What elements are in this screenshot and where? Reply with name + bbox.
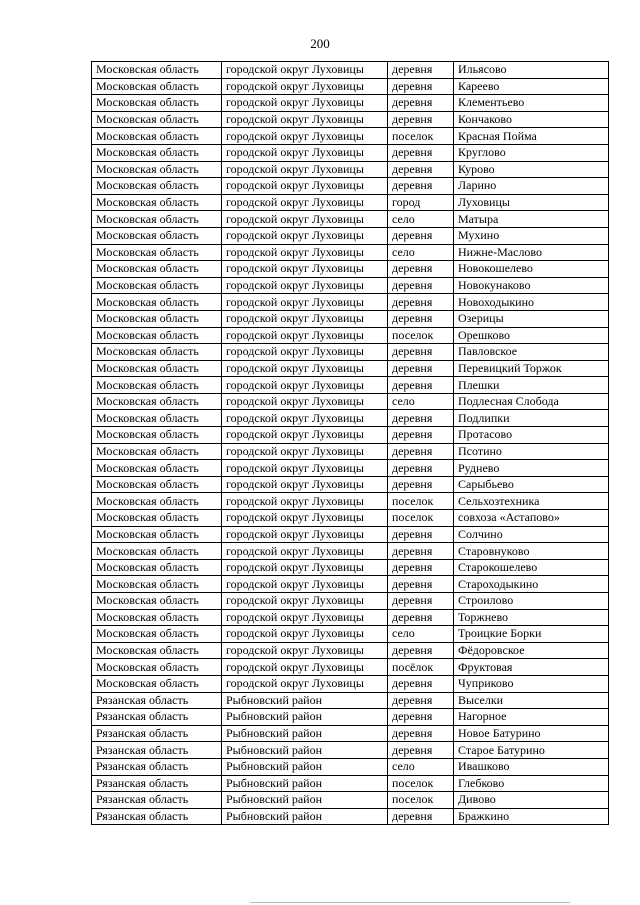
- region-cell: Московская область: [92, 144, 222, 161]
- table-row: [92, 211, 609, 228]
- district-cell: городской округ Луховицы: [222, 327, 388, 344]
- region-cell: Московская область: [92, 261, 222, 278]
- district-cell: городской округ Луховицы: [222, 609, 388, 626]
- district-cell: городской округ Луховицы: [222, 510, 388, 527]
- region-cell: Московская область: [92, 609, 222, 626]
- district-cell: городской округ Луховицы: [222, 642, 388, 659]
- settlement-name-cell: Глебково: [454, 775, 609, 792]
- settlement-type-cell: деревня: [388, 178, 454, 195]
- settlement-name-cell: Клементьево: [454, 95, 609, 112]
- region-cell: Московская область: [92, 427, 222, 444]
- region-cell: Московская область: [92, 675, 222, 692]
- district-cell: Рыбновский район: [222, 758, 388, 775]
- settlement-name-cell: Новокунаково: [454, 277, 609, 294]
- settlement-type-cell: деревня: [388, 95, 454, 112]
- scan-artifact-line: [250, 902, 570, 903]
- district-cell: городской округ Луховицы: [222, 410, 388, 427]
- region-cell: Московская область: [92, 377, 222, 394]
- settlement-type-cell: поселок: [388, 493, 454, 510]
- district-cell: городской округ Луховицы: [222, 144, 388, 161]
- settlement-name-cell: Ильясово: [454, 62, 609, 79]
- settlement-type-cell: деревня: [388, 227, 454, 244]
- region-cell: Рязанская область: [92, 709, 222, 726]
- table-row: [92, 410, 609, 427]
- district-cell: городской округ Луховицы: [222, 227, 388, 244]
- settlement-name-cell: Сельхозтехника: [454, 493, 609, 510]
- district-cell: городской округ Луховицы: [222, 659, 388, 676]
- region-cell: Московская область: [92, 360, 222, 377]
- settlement-type-cell: село: [388, 626, 454, 643]
- table-row: [92, 161, 609, 178]
- table-row: [92, 344, 609, 361]
- settlement-type-cell: деревня: [388, 692, 454, 709]
- settlement-name-cell: Луховицы: [454, 194, 609, 211]
- settlement-name-cell: Плешки: [454, 377, 609, 394]
- table-row: [92, 327, 609, 344]
- table-row: [92, 725, 609, 742]
- settlement-type-cell: деревня: [388, 261, 454, 278]
- district-cell: городской округ Луховицы: [222, 194, 388, 211]
- settlement-name-cell: Фруктовая: [454, 659, 609, 676]
- region-cell: Московская область: [92, 493, 222, 510]
- table-row: [92, 62, 609, 79]
- district-cell: городской округ Луховицы: [222, 559, 388, 576]
- settlement-type-cell: деревня: [388, 609, 454, 626]
- region-cell: Рязанская область: [92, 692, 222, 709]
- settlement-type-cell: деревня: [388, 344, 454, 361]
- region-cell: Московская область: [92, 393, 222, 410]
- settlement-type-cell: поселок: [388, 128, 454, 145]
- table-row: [92, 310, 609, 327]
- district-cell: Рыбновский район: [222, 792, 388, 809]
- table-row: [92, 626, 609, 643]
- settlement-name-cell: Озерицы: [454, 310, 609, 327]
- district-cell: городской округ Луховицы: [222, 178, 388, 195]
- table-row: [92, 808, 609, 825]
- settlement-type-cell: деревня: [388, 476, 454, 493]
- table-body: [92, 62, 609, 825]
- district-cell: городской округ Луховицы: [222, 393, 388, 410]
- settlement-type-cell: деревня: [388, 526, 454, 543]
- settlement-name-cell: Старокошелево: [454, 559, 609, 576]
- table-row: [92, 543, 609, 560]
- district-cell: городской округ Луховицы: [222, 360, 388, 377]
- settlement-type-cell: деревня: [388, 62, 454, 79]
- table-row: [92, 576, 609, 593]
- region-cell: Московская область: [92, 194, 222, 211]
- settlement-name-cell: Нижне-Маслово: [454, 244, 609, 261]
- district-cell: городской округ Луховицы: [222, 427, 388, 444]
- region-cell: Московская область: [92, 178, 222, 195]
- settlement-type-cell: деревня: [388, 161, 454, 178]
- settlement-type-cell: деревня: [388, 742, 454, 759]
- table-row: [92, 128, 609, 145]
- region-cell: Московская область: [92, 659, 222, 676]
- region-cell: Московская область: [92, 543, 222, 560]
- settlement-name-cell: Ларино: [454, 178, 609, 195]
- region-cell: Рязанская область: [92, 742, 222, 759]
- district-cell: городской округ Луховицы: [222, 78, 388, 95]
- district-cell: городской округ Луховицы: [222, 460, 388, 477]
- settlement-type-cell: посёлок: [388, 659, 454, 676]
- region-cell: Московская область: [92, 227, 222, 244]
- settlement-name-cell: Строилово: [454, 593, 609, 610]
- table-row: [92, 675, 609, 692]
- district-cell: городской округ Луховицы: [222, 443, 388, 460]
- settlement-type-cell: деревня: [388, 675, 454, 692]
- table-row: [92, 194, 609, 211]
- region-cell: Московская область: [92, 244, 222, 261]
- settlement-type-cell: деревня: [388, 78, 454, 95]
- settlement-name-cell: Подлесная Слобода: [454, 393, 609, 410]
- district-cell: Рыбновский район: [222, 725, 388, 742]
- table-row: [92, 692, 609, 709]
- region-cell: Московская область: [92, 111, 222, 128]
- table-row: [92, 792, 609, 809]
- district-cell: городской округ Луховицы: [222, 244, 388, 261]
- settlement-type-cell: деревня: [388, 310, 454, 327]
- table-row: [92, 227, 609, 244]
- table-row: [92, 443, 609, 460]
- settlement-name-cell: Мухино: [454, 227, 609, 244]
- district-cell: Рыбновский район: [222, 742, 388, 759]
- district-cell: городской округ Луховицы: [222, 626, 388, 643]
- table-row: [92, 642, 609, 659]
- region-cell: Московская область: [92, 642, 222, 659]
- settlement-type-cell: деревня: [388, 443, 454, 460]
- settlement-name-cell: Протасово: [454, 427, 609, 444]
- region-cell: Московская область: [92, 310, 222, 327]
- settlement-type-cell: деревня: [388, 709, 454, 726]
- settlement-name-cell: Псотино: [454, 443, 609, 460]
- district-cell: городской округ Луховицы: [222, 377, 388, 394]
- table-row: [92, 775, 609, 792]
- settlement-name-cell: Старовнуково: [454, 543, 609, 560]
- settlement-type-cell: село: [388, 393, 454, 410]
- district-cell: Рыбновский район: [222, 709, 388, 726]
- settlement-type-cell: деревня: [388, 360, 454, 377]
- region-cell: Московская область: [92, 78, 222, 95]
- district-cell: городской округ Луховицы: [222, 111, 388, 128]
- region-cell: Московская область: [92, 277, 222, 294]
- district-cell: городской округ Луховицы: [222, 476, 388, 493]
- settlement-type-cell: деревня: [388, 460, 454, 477]
- region-cell: Рязанская область: [92, 792, 222, 809]
- district-cell: городской округ Луховицы: [222, 294, 388, 311]
- district-cell: городской округ Луховицы: [222, 310, 388, 327]
- settlement-name-cell: Троицкие Борки: [454, 626, 609, 643]
- region-cell: Московская область: [92, 460, 222, 477]
- district-cell: городской округ Луховицы: [222, 593, 388, 610]
- settlement-name-cell: Сарыбьево: [454, 476, 609, 493]
- district-cell: Рыбновский район: [222, 775, 388, 792]
- settlement-name-cell: Выселки: [454, 692, 609, 709]
- settlement-type-cell: деревня: [388, 277, 454, 294]
- settlement-type-cell: поселок: [388, 792, 454, 809]
- table-row: [92, 377, 609, 394]
- region-cell: Московская область: [92, 593, 222, 610]
- table-row: [92, 609, 609, 626]
- table-row: [92, 427, 609, 444]
- table-row: [92, 277, 609, 294]
- region-cell: Московская область: [92, 327, 222, 344]
- table-row: [92, 742, 609, 759]
- settlement-name-cell: Подлипки: [454, 410, 609, 427]
- region-cell: Московская область: [92, 510, 222, 527]
- district-cell: городской округ Луховицы: [222, 675, 388, 692]
- district-cell: городской округ Луховицы: [222, 161, 388, 178]
- settlement-type-cell: деревня: [388, 808, 454, 825]
- region-cell: Московская область: [92, 443, 222, 460]
- settlement-name-cell: совхоза «Астапово»: [454, 510, 609, 527]
- region-cell: Московская область: [92, 576, 222, 593]
- settlement-type-cell: деревня: [388, 377, 454, 394]
- settlement-name-cell: Бражкино: [454, 808, 609, 825]
- district-cell: городской округ Луховицы: [222, 493, 388, 510]
- settlement-name-cell: Красная Пойма: [454, 128, 609, 145]
- settlement-type-cell: поселок: [388, 775, 454, 792]
- region-cell: Московская область: [92, 211, 222, 228]
- page-number: 200: [310, 36, 330, 51]
- region-cell: Рязанская область: [92, 725, 222, 742]
- settlement-name-cell: Чуприково: [454, 675, 609, 692]
- region-cell: Рязанская область: [92, 758, 222, 775]
- settlement-type-cell: село: [388, 211, 454, 228]
- settlement-name-cell: Новокошелево: [454, 261, 609, 278]
- table-row: [92, 111, 609, 128]
- settlement-type-cell: деревня: [388, 725, 454, 742]
- settlement-type-cell: деревня: [388, 593, 454, 610]
- region-cell: Московская область: [92, 62, 222, 79]
- region-cell: Московская область: [92, 526, 222, 543]
- district-cell: городской округ Луховицы: [222, 128, 388, 145]
- table-row: [92, 178, 609, 195]
- settlement-type-cell: деревня: [388, 427, 454, 444]
- region-cell: Московская область: [92, 410, 222, 427]
- region-cell: Рязанская область: [92, 775, 222, 792]
- settlement-name-cell: Новоходыкино: [454, 294, 609, 311]
- region-cell: Московская область: [92, 294, 222, 311]
- region-cell: Рязанская область: [92, 808, 222, 825]
- settlement-type-cell: деревня: [388, 294, 454, 311]
- table-row: [92, 294, 609, 311]
- region-cell: Московская область: [92, 128, 222, 145]
- settlement-type-cell: город: [388, 194, 454, 211]
- settlement-type-cell: деревня: [388, 111, 454, 128]
- settlement-name-cell: Нагорное: [454, 709, 609, 726]
- settlement-type-cell: деревня: [388, 410, 454, 427]
- table-row: [92, 510, 609, 527]
- settlement-type-cell: село: [388, 758, 454, 775]
- settlement-name-cell: Дивово: [454, 792, 609, 809]
- settlement-type-cell: деревня: [388, 144, 454, 161]
- district-cell: городской округ Луховицы: [222, 543, 388, 560]
- settlement-name-cell: Фёдоровское: [454, 642, 609, 659]
- settlements-table: [91, 61, 609, 825]
- region-cell: Московская область: [92, 626, 222, 643]
- settlement-name-cell: Кончаково: [454, 111, 609, 128]
- table-row: [92, 144, 609, 161]
- settlement-name-cell: Торжнево: [454, 609, 609, 626]
- district-cell: городской округ Луховицы: [222, 211, 388, 228]
- district-cell: городской округ Луховицы: [222, 576, 388, 593]
- district-cell: городской округ Луховицы: [222, 95, 388, 112]
- settlement-type-cell: село: [388, 244, 454, 261]
- district-cell: городской округ Луховицы: [222, 277, 388, 294]
- settlement-name-cell: Матыра: [454, 211, 609, 228]
- table-row: [92, 460, 609, 477]
- settlement-type-cell: деревня: [388, 642, 454, 659]
- table-row: [92, 526, 609, 543]
- table-row: [92, 593, 609, 610]
- table-row: [92, 659, 609, 676]
- region-cell: Московская область: [92, 344, 222, 361]
- district-cell: Рыбновский район: [222, 692, 388, 709]
- settlement-type-cell: деревня: [388, 543, 454, 560]
- table-row: [92, 758, 609, 775]
- district-cell: городской округ Луховицы: [222, 526, 388, 543]
- settlement-name-cell: Кареево: [454, 78, 609, 95]
- district-cell: городской округ Луховицы: [222, 344, 388, 361]
- table-row: [92, 360, 609, 377]
- table-row: [92, 261, 609, 278]
- table-row: [92, 95, 609, 112]
- settlement-name-cell: Круглово: [454, 144, 609, 161]
- settlement-type-cell: поселок: [388, 510, 454, 527]
- region-cell: Московская область: [92, 476, 222, 493]
- table-row: [92, 559, 609, 576]
- settlement-name-cell: Староходыкино: [454, 576, 609, 593]
- settlement-name-cell: Павловское: [454, 344, 609, 361]
- settlement-name-cell: Руднево: [454, 460, 609, 477]
- settlement-name-cell: Перевицкий Торжок: [454, 360, 609, 377]
- district-cell: городской округ Луховицы: [222, 261, 388, 278]
- settlement-name-cell: Ивашково: [454, 758, 609, 775]
- settlement-name-cell: Новое Батурино: [454, 725, 609, 742]
- settlement-type-cell: деревня: [388, 559, 454, 576]
- settlement-type-cell: деревня: [388, 576, 454, 593]
- settlement-name-cell: Солчино: [454, 526, 609, 543]
- table-row: [92, 393, 609, 410]
- settlement-name-cell: Орешково: [454, 327, 609, 344]
- table-row: [92, 244, 609, 261]
- region-cell: Московская область: [92, 559, 222, 576]
- table-row: [92, 476, 609, 493]
- settlement-name-cell: Курово: [454, 161, 609, 178]
- table-row: [92, 493, 609, 510]
- table-row: [92, 709, 609, 726]
- district-cell: Рыбновский район: [222, 808, 388, 825]
- table-row: [92, 78, 609, 95]
- settlement-type-cell: поселок: [388, 327, 454, 344]
- district-cell: городской округ Луховицы: [222, 62, 388, 79]
- settlement-name-cell: Старое Батурино: [454, 742, 609, 759]
- region-cell: Московская область: [92, 161, 222, 178]
- region-cell: Московская область: [92, 95, 222, 112]
